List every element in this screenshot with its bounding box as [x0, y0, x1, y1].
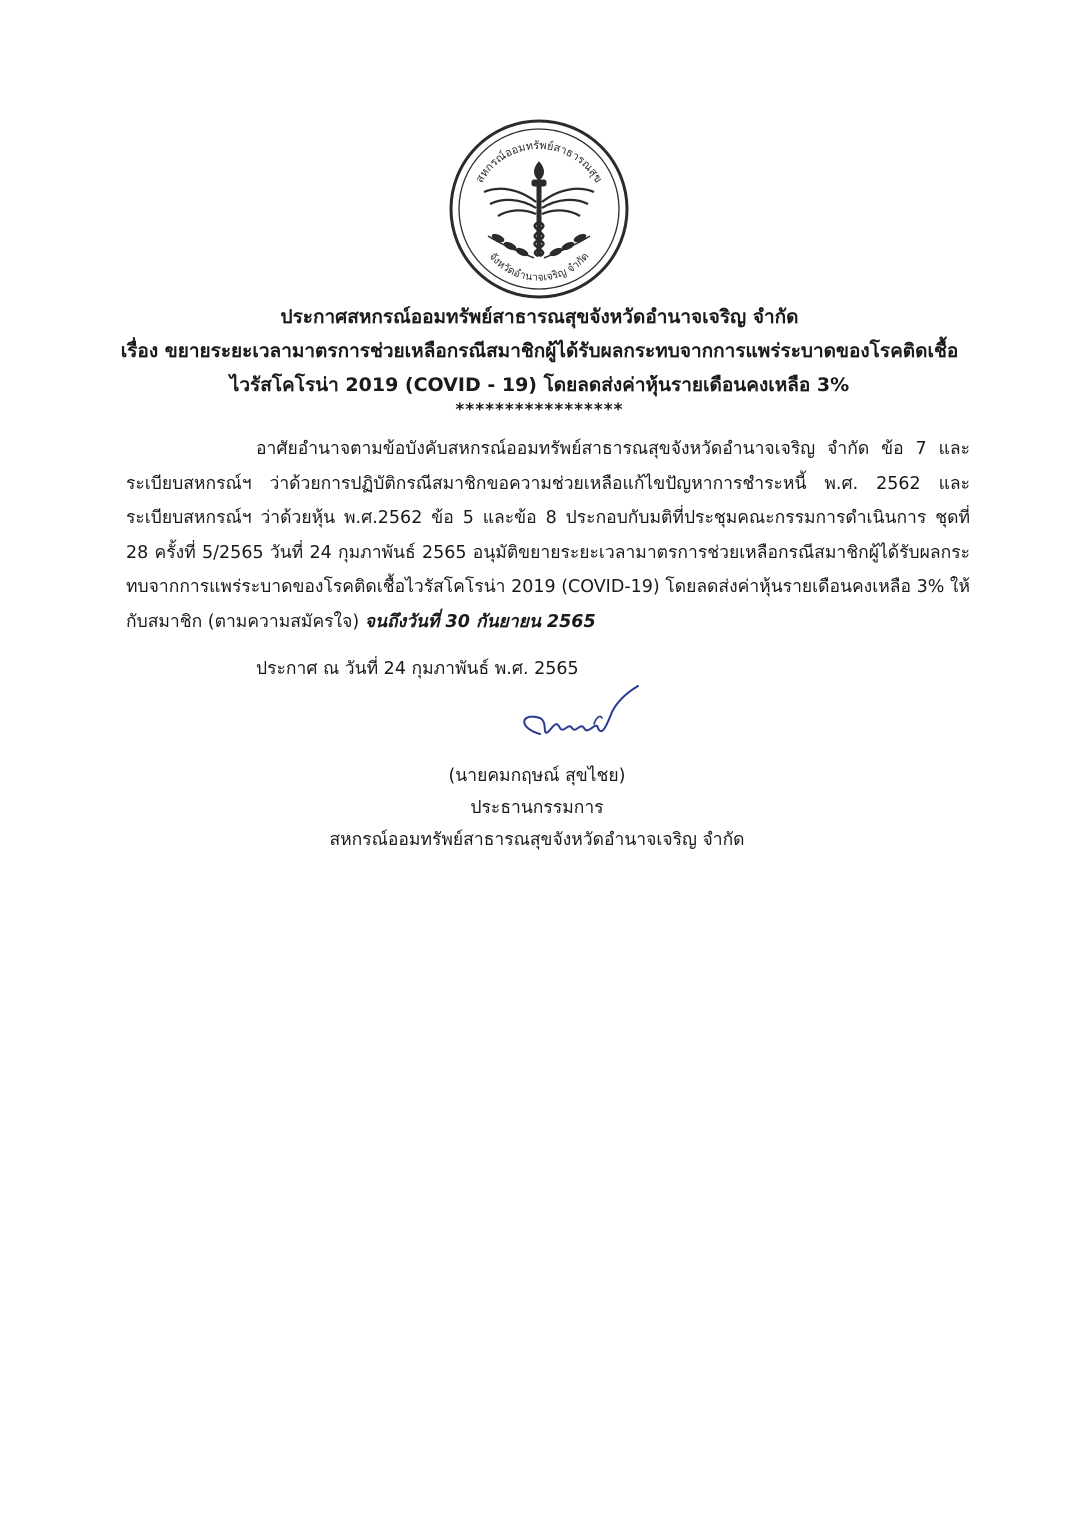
subject-line-1: เรื่อง ขยายระยะเวลามาตรการช่วยเหลือกรณีสมาชิกผู้ได้รับผลกระทบจากการแพร่ระบาดของโรคติดเชื้อ — [120, 340, 959, 362]
body-paragraph — [126, 432, 970, 639]
cooperative-seal — [448, 118, 630, 300]
seal-bottom-text: จังหวัดอำนาจเจริญ จำกัด — [486, 250, 592, 284]
subject-line-2: ไวรัสโคโรน่า 2019 (COVID - 19) โดยลดส่งค่าหุ้นรายเดือนคงเหลือ 3% — [229, 374, 850, 396]
deadline-emphasis: จนถึงวันที่ 30 กันยายน 2565 — [364, 611, 596, 632]
announcement-header — [0, 300, 1079, 418]
document-title: ประกาศสหกรณ์ออมทรัพย์สาธารณสุขจังหวัดอำนาจเจริญ จำกัด — [280, 306, 799, 328]
seal-top-text: สหกรณ์ออมทรัพย์สาธารณสุข — [472, 138, 606, 185]
signatory-block — [308, 760, 766, 856]
torch-caduceus-icon — [532, 162, 546, 256]
separator: ***************** — [455, 400, 624, 420]
signatory-position: ประธานกรรมการ — [470, 798, 604, 818]
body-text: อาศัยอำนาจตามข้อบังคับสหกรณ์ออมทรัพย์สาธารณสุขจังหวัดอำนาจเจริญ จำกัด ข้อ 7 และระเบียบสหกรณ์ฯ ว่าด้วยการปฏิบัติกรณีสมาชิกขอความช่วยเหลือแก้ไขปัญหาการชำระหนี้ พ.ศ. 2562 และระเบียบสหกรณ์ฯ ว่าด้วยหุ้น พ.ศ.2562 ข้อ 5 และข้อ 8 ประกอบกับมติที่ประชุมคณะกรรมการดำเนินการ ชุดที่ 28 ครั้งที่ 5/2565 วันที่ 24 กุมภาพันธ์ 2565 อนุมัติขยายระยะเวลามาตรการช่วยเหลือกรณีสมาชิกผู้ได้รับผลกระทบจากการแพร่ระบาดของโรคติดเชื้อไวรัสโคโรน่า 2019 (COVID-19) โดยลดส่งค่าหุ้นรายเดือนคงเหลือ 3% ให้กับสมาชิก (ตามความสมัครใจ) — [126, 439, 970, 632]
handwritten-signature — [510, 682, 645, 760]
announcement-date: ประกาศ ณ วันที่ 24 กุมภาพันธ์ พ.ศ. 2565 — [256, 659, 579, 679]
signatory-organization: สหกรณ์ออมทรัพย์สาธารณสุขจังหวัดอำนาจเจริญ จำกัด — [329, 830, 745, 850]
signatory-name: (นายคมกฤษณ์ สุขไชย) — [448, 766, 626, 786]
